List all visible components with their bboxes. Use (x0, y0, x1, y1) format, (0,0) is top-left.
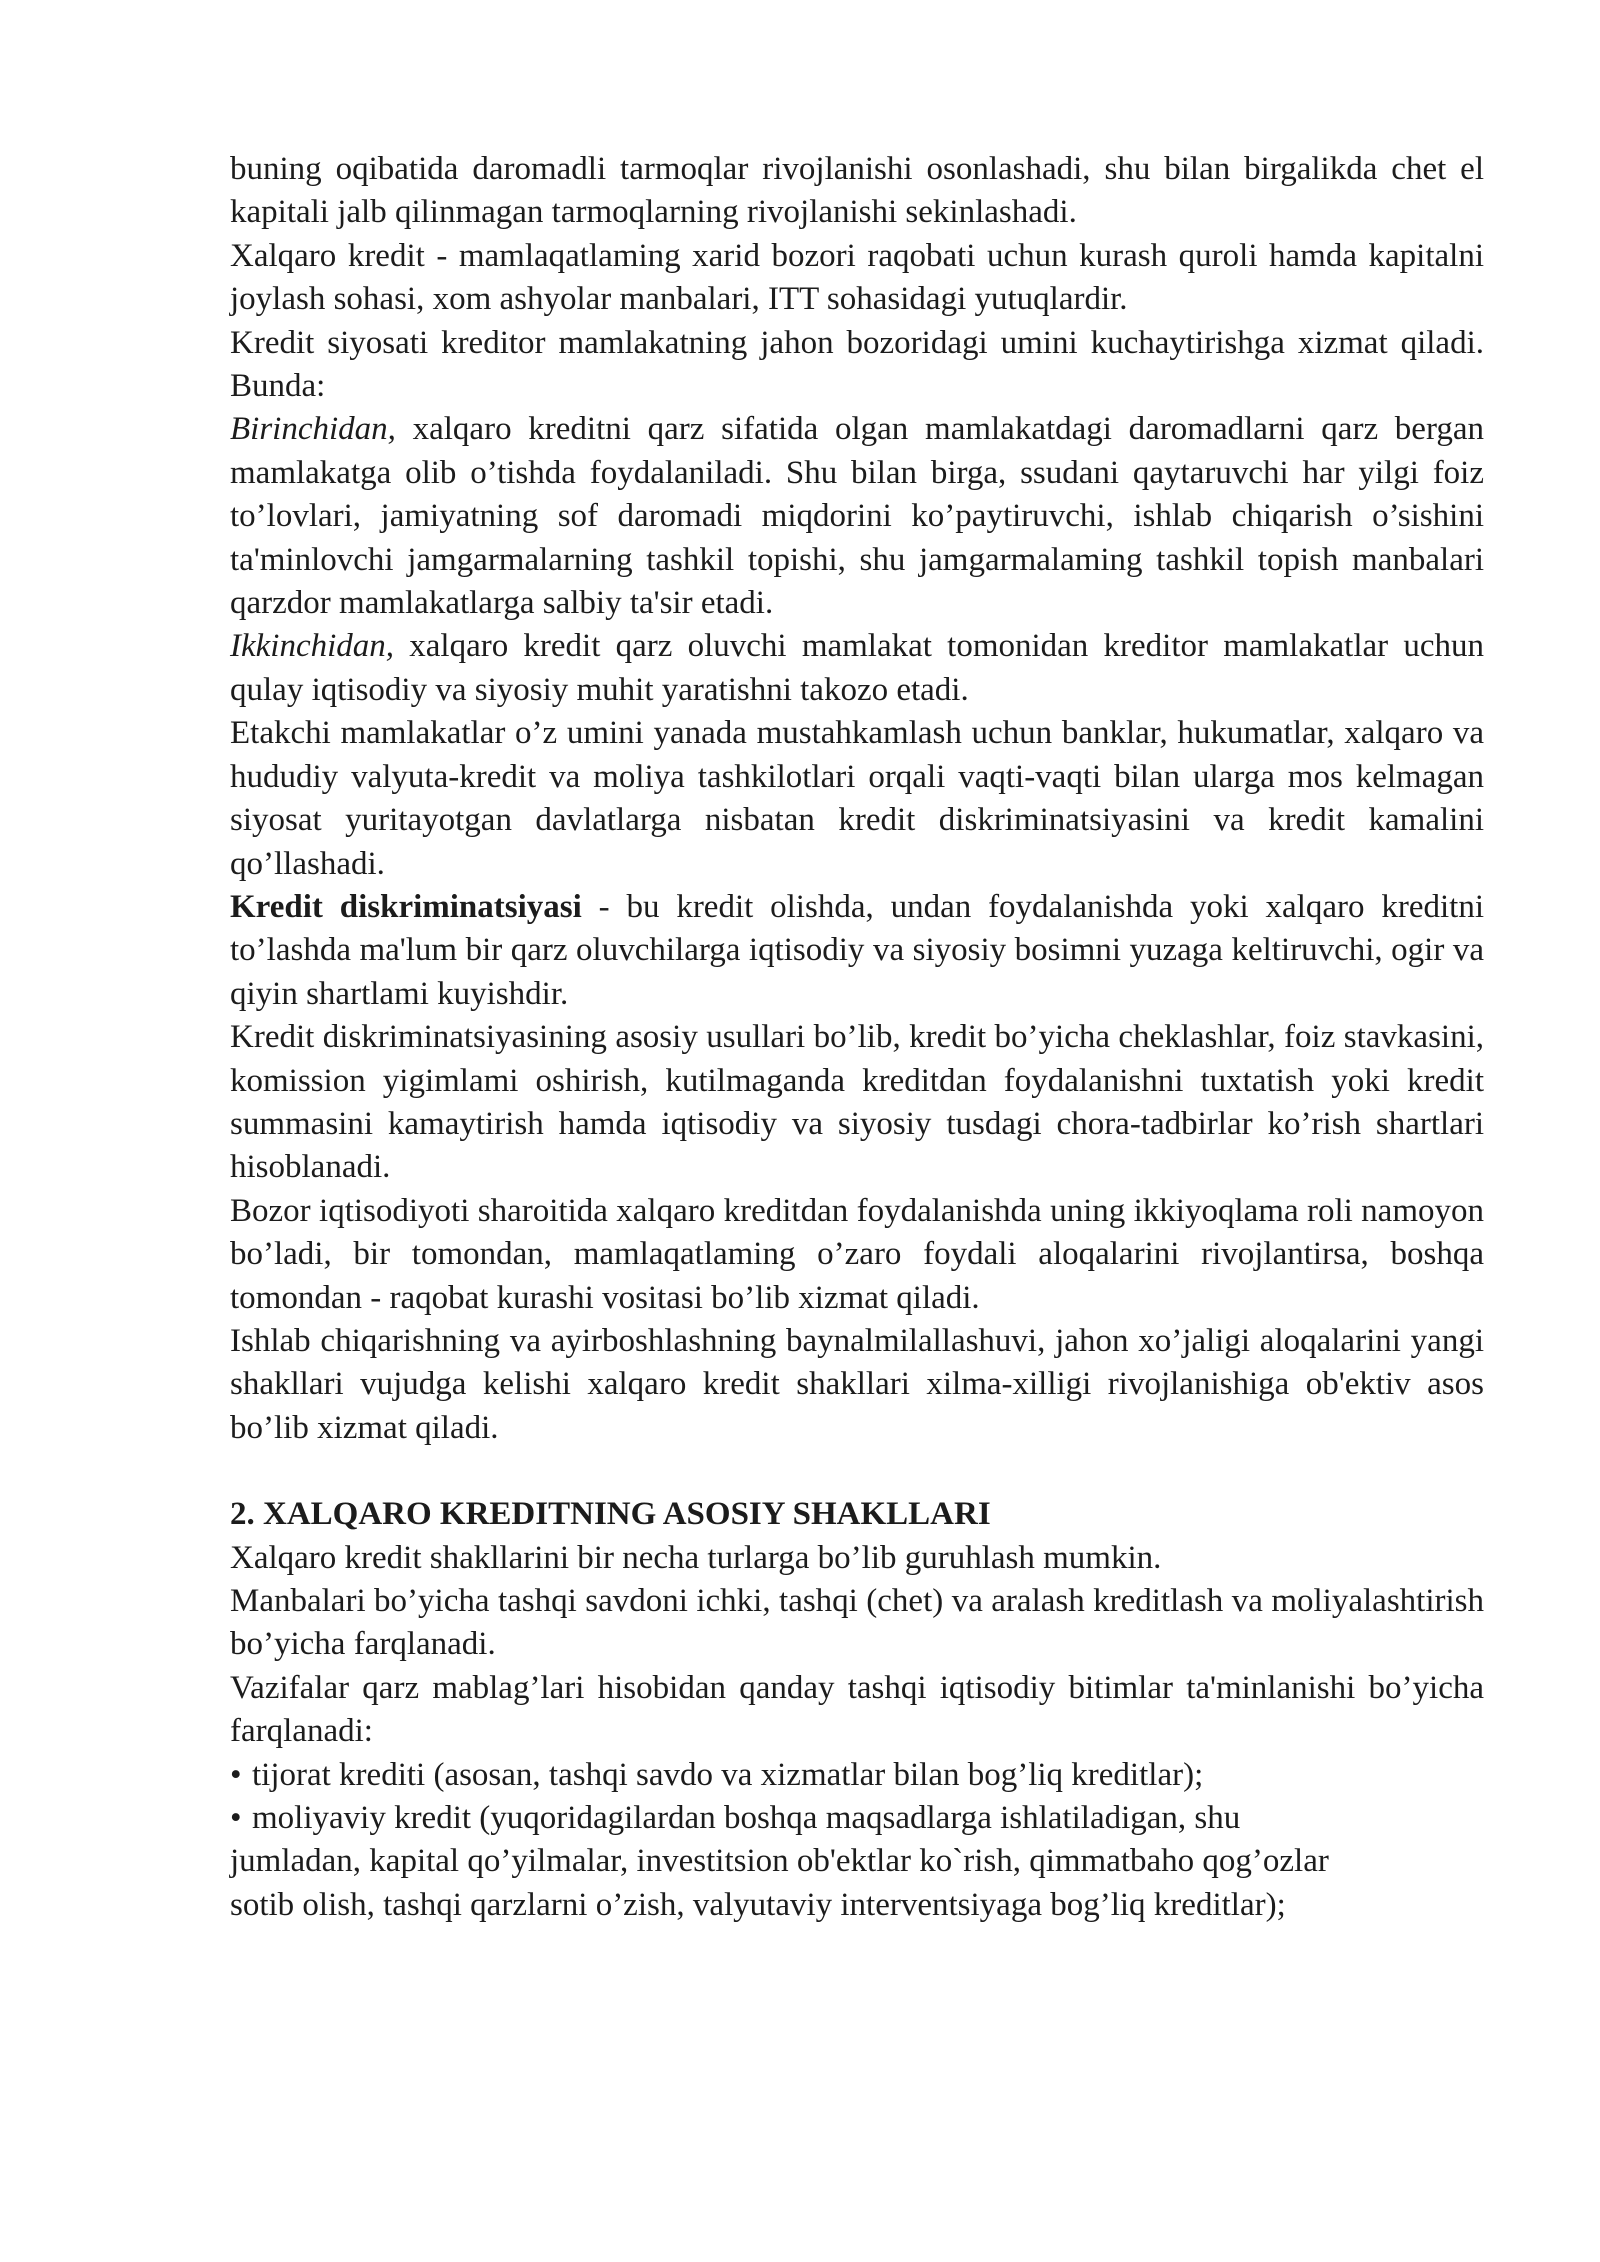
paragraph-7 (230, 886, 1484, 1016)
paragraph-3 (230, 322, 1484, 409)
section-paragraph-1: Xalqaro kredit shakllarini bir necha turlarga bo’lib guruhlash mumkin. (230, 1539, 1162, 1576)
continuation-line-1: jumladan, kapital qo’yilmalar, investitsion ob'ektlar ko`rish, qimmatbaho qog’ozlar (230, 1843, 1329, 1880)
paragraph-text: Xalqaro kredit - mamlaqatlaming xarid bozori raqobati uchun kurash quroli hamda kapitalni joylash sohasi, xom ashyolar manbalari, ITT sohasidagi yutuqlardir. (230, 237, 1484, 318)
paragraph-text: Kredit diskriminatsiyasining asosiy usullari bo’lib, kredit bo’yicha cheklashlar, foiz stavkasini, komission yigimlami oshirish, kutilmaganda kreditdan foydalanishni tuxtatish yoki kredit summasini kamaytirish hamda iqtisodiy va siyosiy tusdagi chora-tadbirlar ko’rish shartlari hisoblanadi. (230, 1019, 1484, 1186)
paragraph-text: xalqaro kreditni qarz sifatida olgan mamlakatdagi daromadlarni qarz bergan mamlakatga olib o’tishda foydalaniladi. Shu bilan birga, ssudani qaytaruvchi har yilgi foiz to’lovlari, jamiyatning sof daromadi miqdorini ko’paytiruvchi, ishlab chiqarish o’sishini ta'minlovchi jamgarmalarning tashkil topishi, shu jamgarmalaming tashkil topish manbalari qarzdor mamlakatlarga salbiy ta'sir etadi. (230, 411, 1484, 622)
paragraph-text: Kredit siyosati kreditor mamlakatning jahon bozoridagi umini kuchaytirishga xizmat qiladi. Bunda: (230, 324, 1484, 405)
paragraph-1 (230, 148, 1484, 235)
continuation-line-2: sotib olish, tashqi qarzlarni o’zish, valyutaviy interventsiyaga bog’liq kreditlar); (230, 1886, 1286, 1923)
paragraph-lead-italic: Ikkinchidan, (230, 628, 395, 665)
paragraph-4 (230, 408, 1484, 625)
bullet-text: tijorat krediti (asosan, tashqi savdo va xizmatlar bilan bog’liq kreditlar); (252, 1756, 1204, 1793)
paragraph-8 (230, 1016, 1484, 1190)
paragraph-lead-italic: Birinchidan, (230, 411, 396, 448)
section-paragraph-2: Manbalari bo’yicha tashqi savdoni ichki, tashqi (chet) va aralash kreditlash va moliyalashtirish bo’yicha farqlanadi. (230, 1583, 1484, 1663)
paragraph-10 (230, 1320, 1484, 1450)
paragraph-text: Etakchi mamlakatlar o’z umini yanada mustahkamlash uchun banklar, hukumatlar, xalqaro va hududiy valyuta-kredit va moliya tashkilotlari orqali vaqti-vaqti bilan ularga mos kelmagan siyosat yuritayotgan davlatlarga nisbatan kredit diskriminatsiyasini va kredit kamalini qo’llashadi. (230, 715, 1484, 882)
paragraph-9 (230, 1190, 1484, 1320)
paragraph-text: - bu kredit olishda, undan foydalanishda yoki xalqaro kreditni to’lashda ma'lum bir qarz oluvchilarga iqtisodiy va siyosiy bosimni yuzaga keltiruvchi, ogir va qiyin shartlami kuyishdir. (230, 888, 1484, 1012)
paragraph-6 (230, 712, 1484, 886)
bullet-item-2 (230, 1797, 1484, 1840)
bullet-text: moliyaviy kredit (yuqoridagilardan boshqa maqsadlarga ishlatiladigan, shu (252, 1800, 1241, 1837)
bullet-icon: • (230, 1756, 242, 1793)
paragraph-text: buning oqibatida daromadli tarmoqlar rivojlanishi osonlashadi, shu bilan birgalikda chet el kapitali jalb qilinmagan tarmoqlarning rivojlanishi sekinlashadi. (230, 151, 1484, 231)
bullet-item-1 (230, 1754, 1484, 1797)
paragraph-5 (230, 625, 1484, 712)
paragraph-lead-bold: Kredit diskriminatsiyasi (230, 888, 582, 925)
bullet-icon: • (230, 1800, 242, 1837)
section-paragraph-3: Vazifalar qarz mablag’lari hisobidan qanday tashqi iqtisodiy bitimlar ta'minlanishi bo’yicha farqlanadi: (230, 1669, 1484, 1750)
paragraph-2 (230, 235, 1484, 322)
document-page (230, 148, 1484, 1927)
section-heading: 2. XALQARO KREDITNING ASOSIY SHAKLLARI (230, 1496, 991, 1533)
paragraph-text: Ishlab chiqarishning va ayirboshlashning baynalmilallashuvi, jahon xo’jaligi aloqalarini yangi shakllari vujudga kelishi xalqaro kredit shakllari xilma-xilligi rivojlanishiga ob'ektiv asos bo’lib xizmat qiladi. (230, 1322, 1484, 1446)
paragraph-text: Bozor iqtisodiyoti sharoitida xalqaro kreditdan foydalanishda uning ikkiyoqlama roli namoyon bo’ladi, bir tomondan, mamlaqatlaming o’zaro foydali aloqalarini rivojlantirsa, boshqa tomondan - raqobat kurashi vositasi bo’lib xizmat qiladi. (230, 1192, 1484, 1316)
paragraph-text: xalqaro kredit qarz oluvchi mamlakat tomonidan kreditor mamlakatlar uchun qulay iqtisodiy va siyosiy muhit yaratishni takozo etadi. (230, 628, 1484, 708)
